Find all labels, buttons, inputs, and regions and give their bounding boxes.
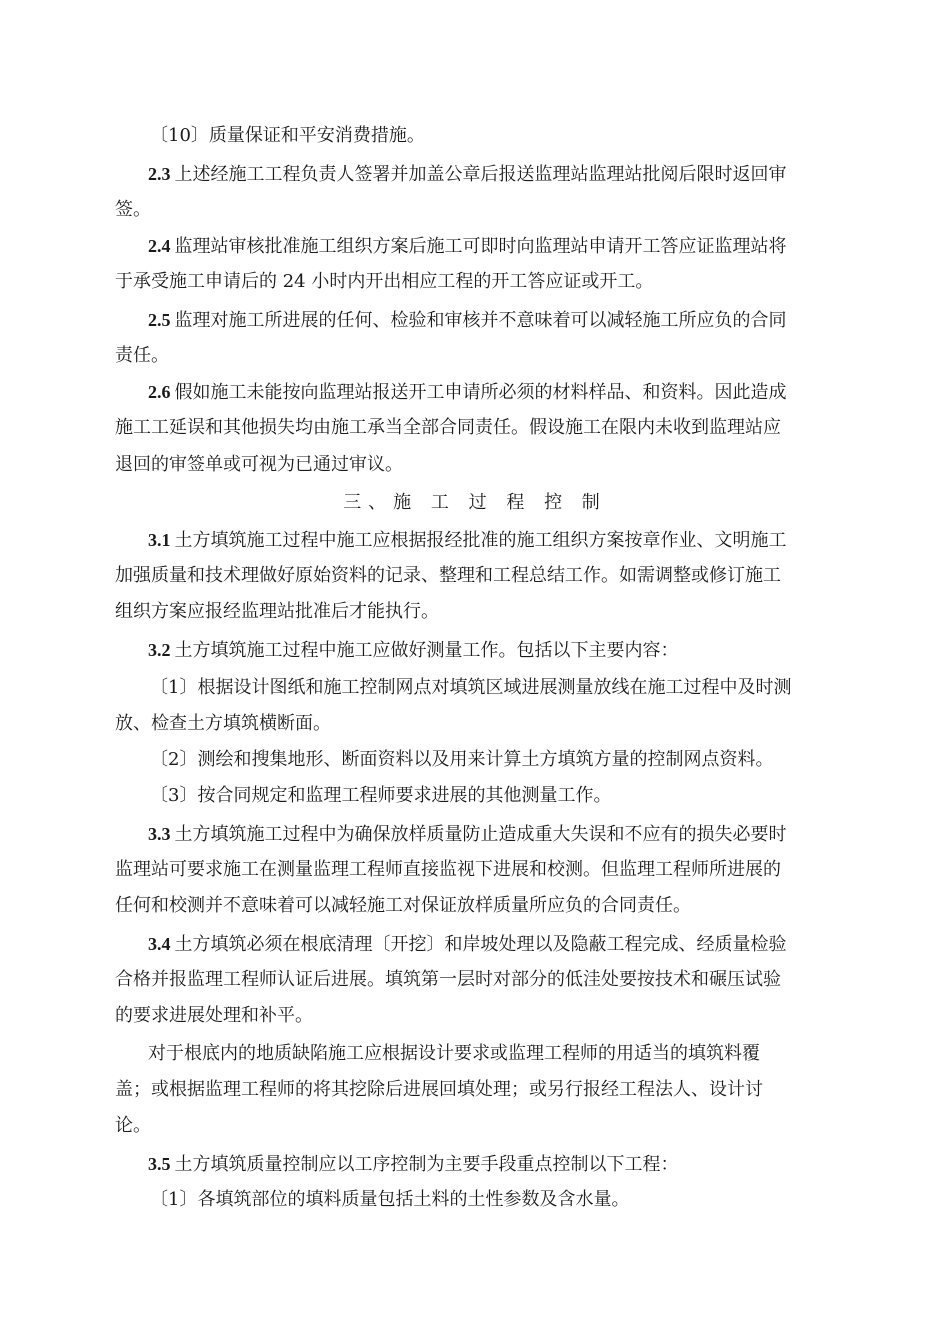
clause-3-4b-line-3: 论。: [115, 1115, 151, 1136]
clause-2-6-line-2: 施工工延误和其他损失均由施工承当全部合同责任。假设施工在限内未收到监理站应: [115, 417, 781, 438]
clause-number: 2.4: [148, 236, 171, 256]
item-10-line-1: 〔10〕质量保证和平安消费措施。: [150, 125, 425, 146]
clause-3-4b-line-1: 对于根底内的地质缺陷施工应根据设计要求或监理工程师的用适当的填筑料覆: [148, 1043, 760, 1064]
section-heading: 三、施 工 过 程 控 制: [343, 492, 607, 513]
clause-2-3-line-2: 签。: [115, 199, 151, 220]
clause-2-5-line-2: 责任。: [115, 345, 169, 366]
clause-number: 2.6: [148, 382, 171, 402]
clause-number: 3.2: [148, 640, 171, 660]
clause-3-3-line-2: 监理站可要求施工在测量监理工程师直接监视下进展和校测。但监理工程师所进展的: [115, 859, 781, 880]
clause-2-4-line-1: 2.4 监理站审核批准施工组织方案后施工可即时向监理站申请开工答应证监理站将: [148, 236, 787, 257]
clause-3-4-line-1: 3.4 土方填筑必须在根底清理〔开挖〕和岸坡处理以及隐蔽工程完成、经质量检验: [148, 934, 787, 955]
clause-3-4-line-2: 合格并报监理工程师认证后进展。填筑第一层时对部分的低洼处要按技术和碾压试验: [115, 969, 781, 990]
clause-3-2-item-3-line-1: 〔3〕按合同规定和监理工程师要求进展的其他测量工作。: [150, 785, 612, 806]
clause-number: 3.5: [148, 1154, 171, 1174]
clause-number: 2.5: [148, 310, 171, 330]
clause-3-1-line-2: 加强质量和技术理做好原始资料的记录、整理和工程总结工作。如需调整或修订施工: [115, 565, 781, 586]
clause-3-4b-line-2: 盖；或根据监理工程师的将其挖除后进展回填处理；或另行报经工程法人、设计讨: [115, 1079, 763, 1100]
clause-2-6-line-1: 2.6 假如施工未能按向监理站报送开工申请所必须的材料样品、和资料。因此造成: [148, 382, 787, 403]
clause-3-2-item-2-line-1: 〔2〕测绘和搜集地形、断面资料以及用来计算土方填筑方量的控制网点资料。: [150, 749, 774, 770]
clause-3-5-item-1-line-1: 〔1〕各填筑部位的填料质量包括土料的土性参数及含水量。: [150, 1189, 630, 1210]
clause-3-5-line-1: 3.5 土方填筑质量控制应以工序控制为主要手段重点控制以下工程：: [148, 1154, 679, 1175]
clause-2-3-line-1: 2.3 上述经施工工程负责人签署并加盖公章后报送监理站监理站批阅后限时返回审: [148, 164, 787, 185]
clause-number: 2.3: [148, 164, 171, 184]
clause-3-2-line-1: 3.2 土方填筑施工过程中施工应做好测量工作。包括以下主要内容：: [148, 640, 679, 661]
clause-3-2-item-1-line-1: 〔1〕根据设计图纸和施工控制网点对填筑区域进展测量放线在施工过程中及时测: [150, 677, 792, 698]
clause-3-2-item-1-line-2: 放、检查土方填筑横断面。: [115, 713, 331, 734]
clause-3-3-line-1: 3.3 土方填筑施工过程中为确保放样质量防止造成重大失误和不应有的损失必要时: [148, 824, 787, 845]
clause-number: 3.4: [148, 934, 171, 954]
clause-3-1-line-3: 组织方案应报经监理站批准后才能执行。: [115, 601, 439, 622]
clause-number: 3.3: [148, 824, 171, 844]
clause-3-4-line-3: 的要求进展处理和补平。: [115, 1005, 313, 1026]
clause-3-3-line-3: 任何和校测并不意味着可以减轻施工对保证放样质量所应负的合同责任。: [115, 895, 691, 916]
clause-2-6-line-3: 退回的审签单或可视为已通过审议。: [115, 454, 403, 475]
clause-2-5-line-1: 2.5 监理对施工所进展的任何、检验和审核并不意味着可以减轻施工所应负的合同: [148, 310, 787, 331]
clause-number: 3.1: [148, 530, 171, 550]
clause-2-4-line-2: 于承受施工申请后的 24 小时内开出相应工程的开工答应证或开工。: [115, 271, 654, 292]
clause-3-1-line-1: 3.1 土方填筑施工过程中施工应根据报经批准的施工组织方案按章作业、文明施工: [148, 530, 787, 551]
